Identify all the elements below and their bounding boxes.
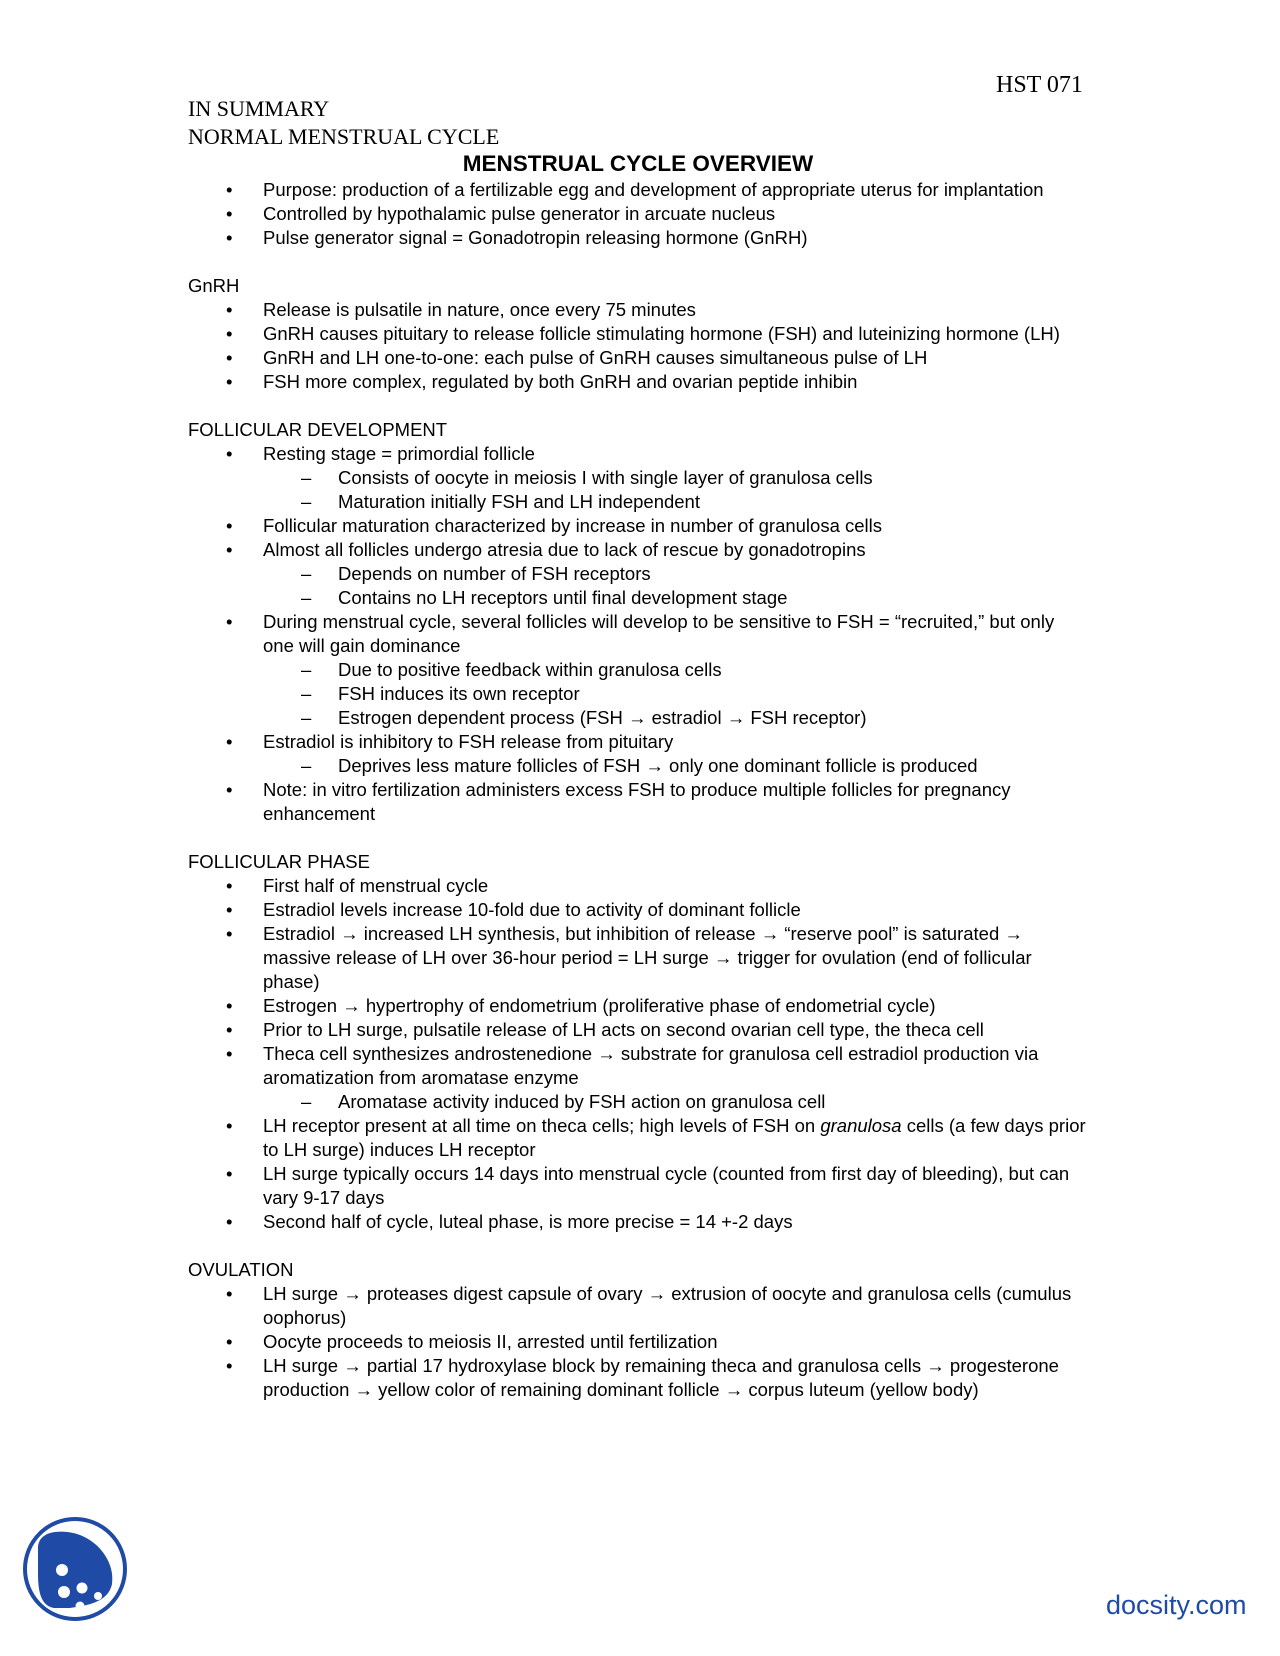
docsity-brand-link[interactable]: docsity.com [1106, 1590, 1247, 1620]
list-item: • Prior to LH surge, pulsatile release of LH acts on second ovarian cell type, the theca cell [188, 1018, 1088, 1042]
section-title: OVULATION [188, 1259, 294, 1280]
sub-list [263, 658, 1088, 730]
ovulation-section [188, 1258, 1088, 1402]
sub-list-item: – Maturation initially FSH and LH independent [263, 490, 1088, 514]
list-item: • Estradiol → increased LH synthesis, but inhibition of release → “reserve pool” is saturated → massive release of LH over 36-hour period = LH surge → trigger for ovulation (end of follicular phase) [188, 922, 1088, 994]
list-item: • GnRH causes pituitary to release follicle stimulating hormone (FSH) and luteinizing hormone (LH) [188, 322, 1088, 346]
sub-list-item: – Depends on number of FSH receptors [263, 562, 1088, 586]
sub-list [263, 1090, 1088, 1114]
course-code: HST 071 [996, 72, 1083, 98]
lh-receptor-italic: granulosa [820, 1115, 902, 1136]
gnrh-list [188, 298, 1088, 394]
list-item: • Estrogen → hypertrophy of endometrium (proliferative phase of endometrial cycle) [188, 994, 1088, 1018]
sub-list [263, 562, 1088, 610]
list-item [188, 442, 1088, 514]
sub-list-item: – Consists of oocyte in meiosis I with single layer of granulosa cells [263, 466, 1088, 490]
list-item: • Pulse generator signal = Gonadotropin releasing hormone (GnRH) [188, 226, 1088, 250]
header-line-2: NORMAL MENSTRUAL CYCLE [188, 124, 500, 149]
sub-list [263, 754, 1088, 778]
list-item: • Second half of cycle, luteal phase, is more precise = 14 +-2 days [188, 1210, 1088, 1234]
list-item [188, 730, 1088, 778]
lh-receptor-text-end: cells (a few days prior to LH surge) induces LH receptor [263, 1115, 1086, 1160]
docsity-logo-icon[interactable] [20, 1514, 130, 1624]
follicular-development-list [188, 442, 1088, 826]
document-body [188, 178, 1088, 1402]
sub-list-item: – Estrogen dependent process (FSH → estradiol → FSH receptor) [263, 706, 1088, 730]
header-line-1: IN SUMMARY [188, 96, 330, 121]
list-item: • Release is pulsatile in nature, once every 75 minutes [188, 298, 1088, 322]
gnrh-section [188, 274, 1088, 394]
sub-list-item: – Deprives less mature follicles of FSH → only one dominant follicle is produced [263, 754, 1088, 778]
document-header [188, 95, 499, 151]
list-item: • First half of menstrual cycle [188, 874, 1088, 898]
list-item [188, 778, 1088, 826]
follicular-phase-section [188, 850, 1088, 1234]
list-item: • Purpose: production of a fertilizable egg and development of appropriate uterus for implantation [188, 178, 1088, 202]
list-item-text: During menstrual cycle, several follicles will develop to be sensitive to FSH = “recruited,” but only one will gain dominance [263, 611, 1055, 656]
list-item [188, 1042, 1088, 1114]
sub-list-item: – Contains no LH receptors until final development stage [263, 586, 1088, 610]
ovulation-list [188, 1282, 1088, 1402]
list-item: • Estradiol levels increase 10-fold due to activity of dominant follicle [188, 898, 1088, 922]
section-title: FOLLICULAR PHASE [188, 851, 370, 872]
follicular-phase-list [188, 874, 1088, 1234]
overview-section [188, 178, 1088, 250]
lh-receptor-text-start: LH receptor present at all time on theca cells; high levels of FSH on [263, 1115, 821, 1136]
sub-list-item: – FSH induces its own receptor [263, 682, 1088, 706]
list-item: • GnRH and LH one-to-one: each pulse of GnRH causes simultaneous pulse of LH [188, 346, 1088, 370]
list-item-text: Resting stage = primordial follicle [263, 443, 535, 464]
overview-list [188, 178, 1088, 250]
section-title: FOLLICULAR DEVELOPMENT [188, 419, 448, 440]
list-item-text: Almost all follicles undergo atresia due to lack of rescue by gonadotropins [263, 539, 866, 560]
list-item [188, 514, 1088, 538]
list-item [188, 538, 1088, 610]
list-item: • FSH more complex, regulated by both GnRH and ovarian peptide inhibin [188, 370, 1088, 394]
page-title: MENSTRUAL CYCLE OVERVIEW [462, 151, 814, 176]
list-item: • LH surge → partial 17 hydroxylase block by remaining theca and granulosa cells → progesterone production → yellow color of remaining dominant follicle → corpus luteum (yellow body) [188, 1354, 1088, 1402]
sub-list [263, 466, 1088, 514]
list-item [188, 610, 1088, 730]
follicular-development-section [188, 418, 1088, 826]
sub-list-item: – Aromatase activity induced by FSH action on granulosa cell [263, 1090, 1088, 1114]
sub-list-item: – Due to positive feedback within granulosa cells [263, 658, 1088, 682]
list-item-text: Note: in vitro fertilization administers excess FSH to produce multiple follicles for pregnancy enhancement [263, 779, 1011, 824]
list-item [188, 1114, 1088, 1162]
list-item-text: Estradiol is inhibitory to FSH release from pituitary [263, 731, 674, 752]
list-item: • LH surge → proteases digest capsule of ovary → extrusion of oocyte and granulosa cells (cumulus oophorus) [188, 1282, 1088, 1330]
list-item-text: Theca cell synthesizes androstenedione → substrate for granulosa cell estradiol production via aromatization from aromatase enzyme [263, 1043, 1039, 1088]
section-title: GnRH [188, 275, 240, 296]
list-item: • LH surge typically occurs 14 days into menstrual cycle (counted from first day of bleeding), but can vary 9-17 days [188, 1162, 1088, 1210]
list-item-text: Follicular maturation characterized by increase in number of granulosa cells [263, 515, 883, 536]
list-item: • Controlled by hypothalamic pulse generator in arcuate nucleus [188, 202, 1088, 226]
list-item: • Oocyte proceeds to meiosis II, arrested until fertilization [188, 1330, 1088, 1354]
